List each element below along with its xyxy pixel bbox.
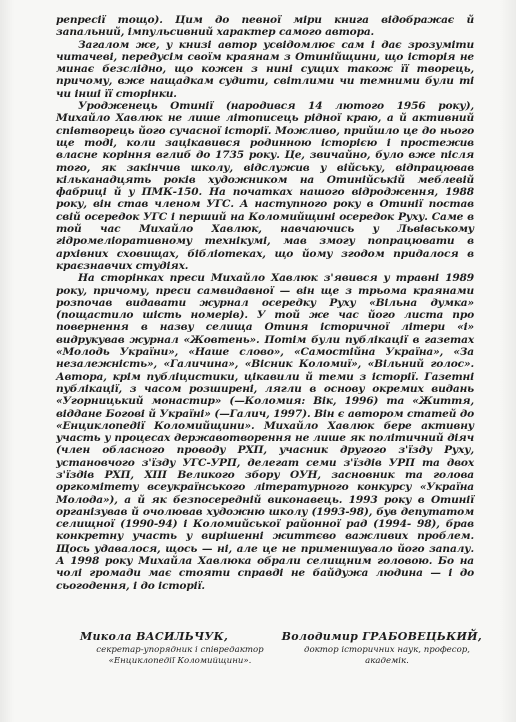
signature-name-left: Микола ВАСИЛЬЧУК, <box>80 630 229 643</box>
signature-block <box>80 630 490 666</box>
signature-names <box>80 630 490 643</box>
signature-name-right: Володимир ГРАБОВЕЦЬКИЙ, <box>281 630 482 643</box>
paragraph-3: Уродженець Отинії (народився 14 лютого 1956 року), Михайло Хавлюк не лише літописець рідної краю, а й активний співтворець його сучасної історії. Можливо, прийшло це до нього ще тоді, коли зацікавився родинною історією і простежив власне коріння вглиб до 1735 року. Це, звичайно, було вже після того, як закінчив школу, відслужив у війську, відпрацював кільканадцять років художником на Отинійській меблевій фабриці й у ПМК-150. На початках нашого відродження, 1988 року, він став членом УГС. А наступного року в Отинії постав свій осередок УГС і перший на Коломийщині осередок Руху. Саме в той час Михайло Хавлюк, навчаючись у Львівському гідромеліоративному технікумі, мав змогу попрацювати в архівних сховищах, бібліотеках, що йому згодом придалося в краєзнавчих студіях. <box>56 100 474 272</box>
signature-role-left: секретар-упорядник і співредактор «Енциклопедії Коломийщини». <box>96 645 264 666</box>
paragraph-1: репресії тощо). Цим до певної міри книга відображає й запальний, імпульсивний характер самого автора. <box>56 14 474 39</box>
article-body <box>56 14 474 592</box>
signature-role-right: доктор історичних наук, професор, академік. <box>304 645 470 666</box>
paragraph-4: На сторінках преси Михайло Хавлюк з'явився у травні 1989 року, причому, преси самвидавної — він ще з трьома краянами розпочав видавати журнал осередку Руху «Вільна думка» (пощастило шість номерів). У той же час його листа про повернення в назву селища Отиня історичної літери «і» видрукував журнал «Жовтень». Потім були публікації в газетах «Молодь України», «Наше слово», «Самостійна Україна», «За незалежність», «Галичина», «Вісник Коломиї», «Вільний голос». Автора, крім публіцистики, цікавили й теми з історії. Газетні публікації, з часом розширені, лягли в основу окремих видань «Угорницький монастир» (—Коломия: Вік, 1996) та «Життя, віддане Богові й Україні» (—Галич, 1997). Він є автором статей до «Енциклопедії Коломийщини». Михайло Хавлюк бере активну участь у процесах державотворення не лише як політичний діяч (член обласного проводу РХП, учасник другого з'їзду Руху, установчого з'їзду УГС-УРП, делегат семи з'їздів УРП та двох з'їздів РХП, XIII Великого збору ОУН, засновник та голова оргкомітету всеукраїнського літературного конкурсу «Україна Молода»), а й як безпосередній виконавець. 1993 року в Отинії організував й очолював художню школу (1993-98), був депутатом селищної (1990-94) і Коломийської районної рад (1994- 98), брав конкретну участь у вирішенні життєво важливих проблем. Щось удавалося, щось — ні, але це не применшувало його запалу. А 1998 року Михайла Хавлюка обрали селищним головою. Бо на чолі громади має стояти справді не байдужа людина — і до сьогодення, і до історії. <box>56 272 474 592</box>
paragraph-2: Загалом же, у книзі автор усвідомлює сам і дає зрозуміти читачеві, передусім своїм краянам з Отинійщини, що історія не минає безслідно, що кожен з нині сущих також її творець, причому, вже нащадкам судити, світлими чи темними були ті чи інші її сторінки. <box>56 38 474 100</box>
